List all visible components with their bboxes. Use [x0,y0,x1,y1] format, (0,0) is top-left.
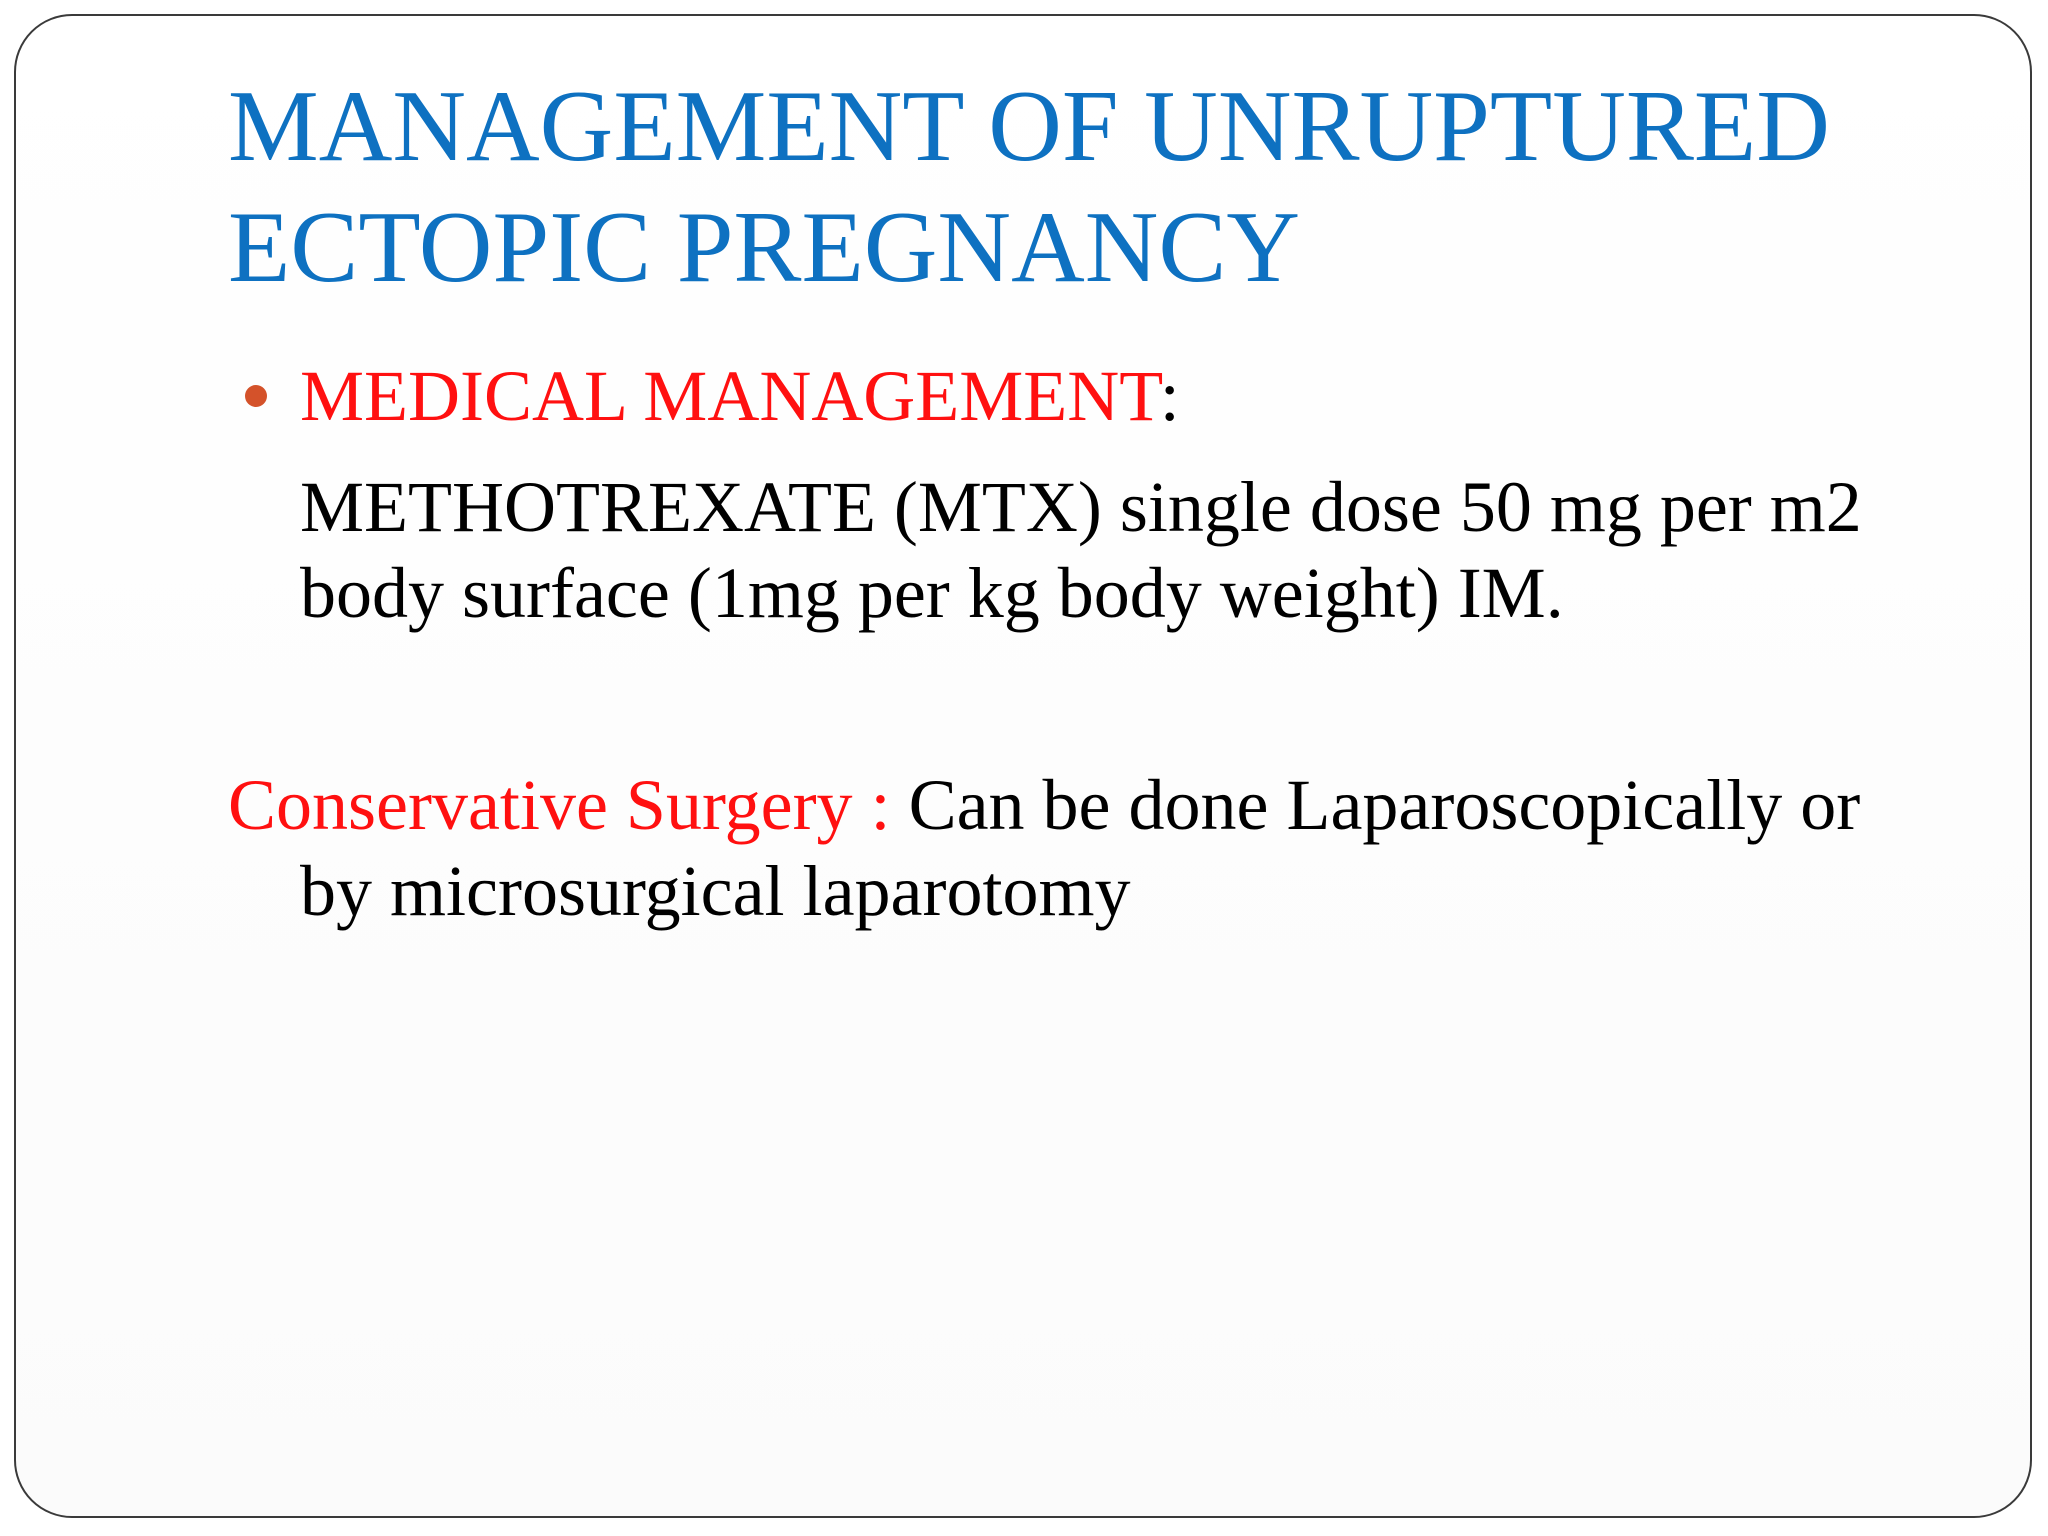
conservative-line-1-text: Can be done Laparoscopically or [908,765,1861,845]
slide-title-line-2: ECTOPIC PREGNANCY [228,191,1301,304]
methotrexate-line-1: METHOTREXATE (MTX) single dose 50 mg per m2 [300,467,1862,547]
conservative-line-2: by microsurgical laparotomy [300,851,1131,931]
bullet-text [300,354,1180,438]
conservative-line-1 [228,762,1860,848]
methotrexate-paragraph [300,464,1862,636]
conservative-surgery-label: Conservative Surgery : [228,765,909,845]
slide [14,14,2032,1518]
conservative-surgery-paragraph [228,762,1860,934]
medical-management-label: MEDICAL MANAGEMENT [300,356,1160,436]
methotrexate-line-2: body surface (1mg per kg body weight) IM. [300,553,1564,633]
bullet-dot-icon [245,385,267,407]
slide-title-line-1: MANAGEMENT OF UNRUPTURED [228,70,1830,183]
medical-management-colon: : [1159,356,1180,436]
slide-title [228,66,1988,308]
